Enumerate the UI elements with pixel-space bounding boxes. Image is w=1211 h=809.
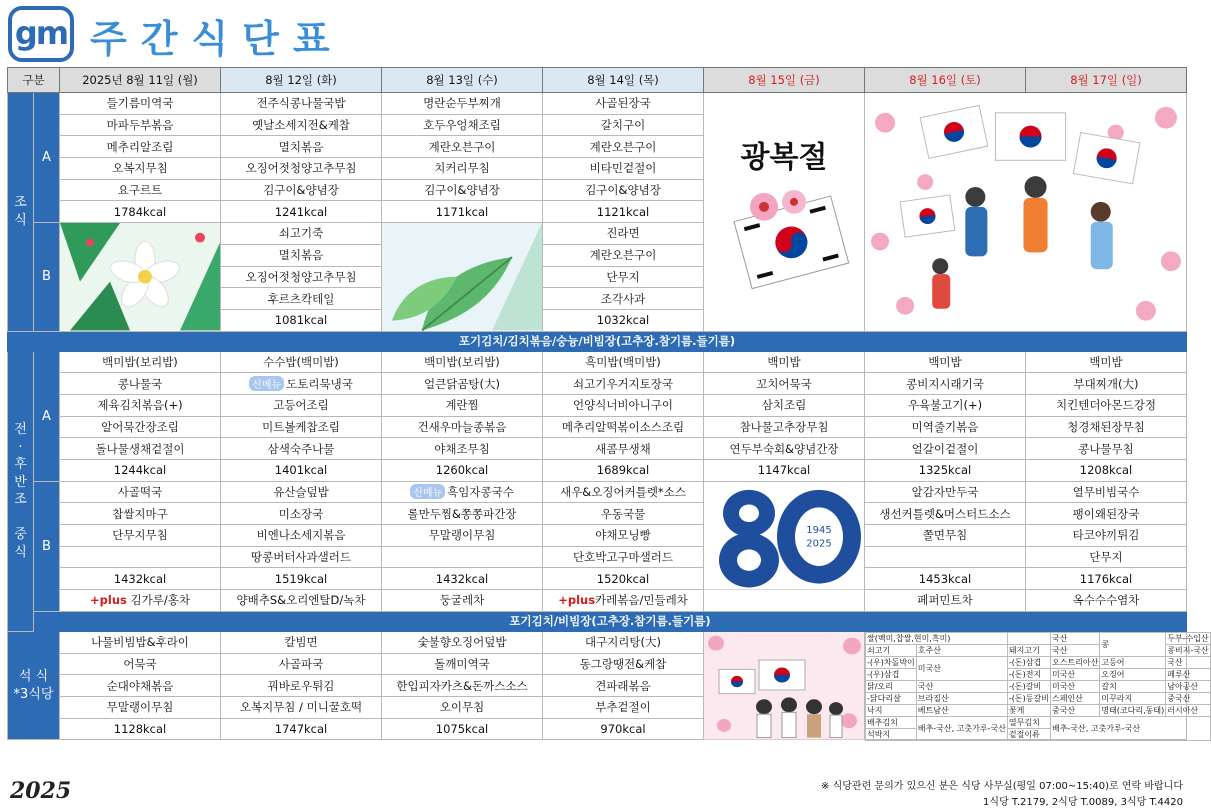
menu-cell: 미트볼케찹조림 — [221, 416, 382, 438]
origin-cell: 겉절이류 — [1007, 728, 1050, 740]
origin-cell: 중국산 — [1166, 692, 1211, 704]
side-dish-band — [8, 331, 1187, 351]
origin-cell: 러시아산 — [1166, 704, 1211, 716]
menu-cell: 알어묵간장조림 — [60, 416, 221, 438]
extra-cell: 옥수수수염차 — [1026, 590, 1187, 612]
menu-cell: 호두우엉채조림 — [382, 114, 543, 136]
day-header-holiday: 8월 16일 (토) — [865, 68, 1026, 93]
day-header-holiday: 8월 17일 (일) — [1026, 68, 1187, 93]
section-label-lunch: 전 · 후 반 조 중 식 — [8, 351, 34, 631]
sub-label-a: A — [34, 351, 60, 481]
menu-cell: 우동국물 — [543, 503, 704, 525]
anniversary-80-art — [704, 482, 864, 589]
menu-cell: 유산슬덮밥 — [221, 481, 382, 503]
kcal-cell: 1075kcal — [382, 718, 543, 740]
origin-cell: -(우)차돌박이 — [867, 657, 915, 667]
kcal-cell: 1244kcal — [60, 460, 221, 482]
origin-cell: 배추-국산, 고춧가루-국산 — [916, 716, 1007, 740]
menu-cell: 오복지무침 / 미니꿀호떡 — [221, 696, 382, 718]
weekly-menu-table — [7, 67, 1209, 740]
origin-row — [866, 704, 1211, 716]
menu-cell: 들기름미역국 — [60, 93, 221, 115]
year-2025: 2025 — [806, 538, 832, 550]
menu-cell — [865, 546, 1026, 568]
origin-cell: 베트남산 — [916, 704, 1007, 716]
origin-cell: 브라질산 — [916, 692, 1007, 704]
menu-cell: 제육김치볶음(+) — [60, 394, 221, 416]
extra-cell: 둥굴레차 — [382, 590, 543, 612]
page-header — [0, 0, 1189, 66]
menu-item-text: 흑임자콩국수 — [447, 485, 514, 500]
day-header-holiday: 8월 15일 (금) — [704, 68, 865, 93]
kcal-cell: 1128kcal — [60, 718, 221, 740]
origin-cell: 호주산 — [916, 644, 1007, 656]
table-row — [8, 525, 1187, 547]
table-row — [8, 416, 1187, 438]
table-row — [8, 438, 1187, 460]
menu-cell: 계란오븐구이 — [382, 136, 543, 158]
gm-logo: gm — [8, 6, 74, 62]
liberation-day-text: 광복절 — [740, 140, 828, 176]
origin-cell: 돼지고기 — [1007, 644, 1050, 656]
origin-cell: 국산 — [1050, 632, 1099, 644]
origin-cell: 중국산 — [1050, 704, 1099, 716]
menu-cell: 백미밥(보리밥) — [60, 351, 221, 373]
origin-cell: 명태(코다리,동태) — [1101, 705, 1165, 715]
kcal-cell: 1520kcal — [543, 568, 704, 590]
menu-cell — [221, 373, 382, 395]
kcal-cell: 1176kcal — [1026, 568, 1187, 590]
menu-cell: 사골떡국 — [60, 481, 221, 503]
menu-cell: 타코야끼튀김 — [1026, 525, 1187, 547]
extra-cell: 양배추S&오리엔탈D/녹차 — [221, 590, 382, 612]
origin-cell: -(돈)삼겹 — [1007, 656, 1050, 668]
menu-cell: 전주식콩나물국밥 — [221, 93, 382, 115]
table-row — [8, 546, 1187, 568]
menu-cell: 어묵국 — [60, 653, 221, 675]
menu-cell: 견파래볶음 — [543, 675, 704, 697]
origin-row — [866, 716, 1211, 728]
menu-cell: 야채모닝빵 — [543, 525, 704, 547]
kcal-cell: 1241kcal — [221, 201, 382, 223]
menu-cell: 사골된장국 — [543, 93, 704, 115]
menu-cell: 치킨텐더아몬드강정 — [1026, 394, 1187, 416]
lunch-common-side: 포기김치/비빔장(고추장.참기름.들기름) — [34, 611, 1187, 631]
origin-cell: 오스트리아산 — [1051, 657, 1099, 667]
menu-cell: 비타민겉절이 — [543, 158, 704, 180]
menu-cell: 미역줄기볶음 — [865, 416, 1026, 438]
menu-cell: 계란오븐구이 — [543, 244, 704, 266]
origin-cell: 꽃게 — [1007, 704, 1050, 716]
menu-cell: 조각사과 — [543, 288, 704, 310]
menu-cell: 참나물고추장무침 — [704, 416, 865, 438]
sub-label-b: B — [34, 223, 60, 331]
menu-cell: 한입피자카츠&돈까스소스 — [382, 675, 543, 697]
menu-cell: 쇠고기우거지토장국 — [543, 373, 704, 395]
year-signature: 2025 — [10, 778, 72, 804]
menu-cell: 김구이&양념장 — [382, 179, 543, 201]
origin-cell: 미국산 — [1050, 680, 1099, 692]
menu-cell: 콩나물무침 — [1026, 438, 1187, 460]
menu-cell: 마파두부볶음 — [60, 114, 221, 136]
menu-cell: 멸치볶음 — [221, 244, 382, 266]
menu-cell: 메추리알떡볶이소스조림 — [543, 416, 704, 438]
footer-note: ※ 식당관련 문의가 있으신 분은 식당 사무실(평일 07:00~15:40)로 연락 바랍니다 — [821, 781, 1183, 792]
origin-cell: 미꾸라지 — [1100, 692, 1166, 704]
table-row — [8, 394, 1187, 416]
menu-cell: 오징어젓청양고추무침 — [221, 266, 382, 288]
origin-cell: -닭다리살 — [866, 692, 917, 704]
header-row — [8, 68, 1187, 93]
menu-cell — [382, 481, 543, 503]
origin-cell: 갈치 — [1100, 680, 1166, 692]
menu-cell: 고등어조림 — [221, 394, 382, 416]
table-row — [8, 351, 1187, 373]
origin-cell: 미국산 — [916, 656, 1007, 680]
menu-cell: 순대야채볶음 — [60, 675, 221, 697]
menu-cell: 오이무침 — [382, 696, 543, 718]
menu-cell: 팽이왜된장국 — [1026, 503, 1187, 525]
leaf-illustration — [382, 223, 543, 331]
extra-cell-empty — [704, 590, 865, 612]
menu-cell: 열무비빔국수 — [1026, 481, 1187, 503]
menu-cell: 건새우마늘종볶음 — [382, 416, 543, 438]
breakfast-common-side: 포기김치/김치볶음/숭늉/비빔장(고추장.참기름.들기름) — [8, 331, 1187, 351]
menu-cell: 콩비지시래기국 — [865, 373, 1026, 395]
kcal-cell: 1453kcal — [865, 568, 1026, 590]
section-label-dinner: 석 식 *3식당 — [8, 631, 60, 739]
menu-cell: 단무지무침 — [60, 525, 221, 547]
menu-cell: 얼큰닭곰탕(大) — [382, 373, 543, 395]
menu-cell: 멸치볶음 — [221, 136, 382, 158]
origin-cell: 쇠고기 — [866, 644, 917, 656]
origin-cell: 닭/오리 — [866, 680, 917, 692]
kcal-cell: 1032kcal — [543, 309, 704, 331]
menu-cell: 단무지 — [543, 266, 704, 288]
origin-cell: -(돈)전지 — [1007, 668, 1050, 680]
day-header: 8월 14일 (목) — [543, 68, 704, 93]
menu-cell: 콩나물국 — [60, 373, 221, 395]
menu-cell: 계란오븐구이 — [543, 136, 704, 158]
menu-cell: 쫄면무침 — [865, 525, 1026, 547]
menu-cell: 단무지 — [1026, 546, 1187, 568]
menu-cell: 흑미밥(백미밥) — [543, 351, 704, 373]
origin-info-table — [865, 632, 1211, 741]
flag-celebration-art — [865, 93, 1186, 331]
origin-cell: 오징어 — [1100, 668, 1166, 680]
kcal-cell: 1081kcal — [221, 309, 382, 331]
day-header: 8월 12일 (화) — [221, 68, 382, 93]
origin-cell: 미국산 — [1050, 668, 1099, 680]
sub-label-b: B — [34, 481, 60, 611]
origin-cell: 스페인산 — [1050, 692, 1099, 704]
sub-label-a: A — [34, 93, 60, 223]
category-header: 구분 — [8, 68, 60, 93]
flag-celebration-illustration — [865, 93, 1187, 332]
menu-cell: 백미밥 — [704, 351, 865, 373]
leaf-art — [382, 223, 542, 330]
origin-info-box — [865, 631, 1209, 739]
table-row — [8, 631, 1187, 653]
menu-cell: 연두부숙회&양념간장 — [704, 438, 865, 460]
menu-cell: 알감자만두국 — [865, 481, 1026, 503]
menu-cell: 옛날소세지전&케찹 — [221, 114, 382, 136]
menu-cell: 무말랭이무침 — [382, 525, 543, 547]
table-row — [8, 503, 1187, 525]
menu-cell: 칼빔면 — [221, 631, 382, 653]
menu-cell: 야채조무침 — [382, 438, 543, 460]
new-menu-badge: 신메뉴 — [249, 376, 284, 391]
origin-cell: 석박지 — [866, 728, 917, 740]
flower-art — [60, 223, 220, 330]
table-row — [8, 481, 1187, 503]
kcal-row — [8, 460, 1187, 482]
origin-cell: 두부-수입산 — [1167, 633, 1209, 643]
menu-cell: 꿔바로우튀김 — [221, 675, 382, 697]
menu-cell: 롤만두찜&쫑쫑파간장 — [382, 503, 543, 525]
menu-cell: 오징어젓청양고추무침 — [221, 158, 382, 180]
kcal-cell: 1519kcal — [221, 568, 382, 590]
menu-cell — [382, 546, 543, 568]
kcal-cell: 1208kcal — [1026, 460, 1187, 482]
kcal-cell: 1401kcal — [221, 460, 382, 482]
origin-cell: 국산 — [1050, 644, 1099, 656]
menu-cell: 미소장국 — [221, 503, 382, 525]
origin-cell: 국산 — [916, 680, 1007, 692]
menu-cell: 단호박고구마샐러드 — [543, 546, 704, 568]
menu-cell: 갈치구이 — [543, 114, 704, 136]
menu-cell: 부대찌개(大) — [1026, 373, 1187, 395]
origin-cell: 콩 — [1100, 632, 1166, 656]
origin-row — [866, 692, 1211, 704]
menu-cell: 동그랑땡전&케찹 — [543, 653, 704, 675]
origin-cell: 열무김치 — [1007, 716, 1050, 728]
footer-phones: 1식당 T.2179, 2식당 T.0089, 3식당 T.4420 — [983, 797, 1183, 808]
menu-cell: 김구이&양념장 — [221, 179, 382, 201]
menu-cell — [60, 546, 221, 568]
anniversary-80-illustration — [704, 481, 865, 589]
menu-cell: 명란순두부찌개 — [382, 93, 543, 115]
extra-text: 카레볶음/민들레차 — [595, 593, 688, 608]
origin-row — [866, 656, 1211, 668]
menu-cell: 진라면 — [543, 223, 704, 245]
menu-cell: 얼갈이겉절이 — [865, 438, 1026, 460]
extra-row — [8, 590, 1187, 612]
menu-cell: 부추겉절이 — [543, 696, 704, 718]
day-header: 8월 13일 (수) — [382, 68, 543, 93]
kcal-cell: 1784kcal — [60, 201, 221, 223]
origin-cell: 낙지 — [866, 704, 917, 716]
kcal-cell: 1747kcal — [221, 718, 382, 740]
table-row — [8, 373, 1187, 395]
origin-cell: -(우)삼겹 — [866, 668, 917, 680]
independence-illustration — [704, 631, 865, 739]
menu-cell: 숯불향오징어덮밥 — [382, 631, 543, 653]
kcal-cell: 970kcal — [543, 718, 704, 740]
kcal-cell: 1432kcal — [382, 568, 543, 590]
menu-cell: 김구이&양념장 — [543, 179, 704, 201]
day-header: 2025년 8월 11일 (월) — [60, 68, 221, 93]
liberation-day-art — [704, 93, 864, 331]
section-label-breakfast: 조 식 — [8, 93, 34, 332]
menu-cell: 백미밥(보리밥) — [382, 351, 543, 373]
flower-illustration — [60, 223, 221, 331]
origin-cell: 배추-국산, 고춧가루-국산 — [1050, 716, 1210, 740]
menu-cell: 백미밥 — [865, 351, 1026, 373]
liberation-day-illustration — [704, 93, 865, 332]
origin-cell: -(돈)등갈비 — [1008, 693, 1049, 703]
menu-cell: 대구지리탕(大) — [543, 631, 704, 653]
kcal-cell: 1689kcal — [543, 460, 704, 482]
menu-cell: 새우&오징어커틀렛*소스 — [543, 481, 704, 503]
extra-cell: 페퍼민트차 — [865, 590, 1026, 612]
menu-cell: 나물비빔밥&후라이 — [60, 631, 221, 653]
menu-cell: 돌깨미역국 — [382, 653, 543, 675]
menu-cell: 찹쌀지마구 — [60, 503, 221, 525]
plus-badge: +plus — [90, 593, 127, 608]
menu-cell: 생선커틀렛&머스터드소스 — [865, 503, 1026, 525]
menu-cell: 우육불고기(+) — [865, 394, 1026, 416]
extra-cell — [543, 590, 704, 612]
kcal-cell: 1432kcal — [60, 568, 221, 590]
menu-cell: 비엔나소세지볶음 — [221, 525, 382, 547]
side-dish-band — [8, 611, 1187, 631]
origin-cell — [1007, 632, 1050, 644]
menu-cell: 무말랭이무침 — [60, 696, 221, 718]
extra-text: 김가루/홍차 — [130, 593, 190, 608]
kcal-cell: 1325kcal — [865, 460, 1026, 482]
origin-row — [866, 632, 1211, 644]
menu-cell: 새콤무생채 — [543, 438, 704, 460]
menu-cell: 땅콩버터사과샐러드 — [221, 546, 382, 568]
menu-cell: 언양식너비아니구이 — [543, 394, 704, 416]
kcal-row — [8, 568, 1187, 590]
kcal-cell: 1121kcal — [543, 201, 704, 223]
menu-cell: 후르츠칵테일 — [221, 288, 382, 310]
menu-cell: 계란찜 — [382, 394, 543, 416]
plus-badge: +plus — [558, 593, 596, 608]
menu-cell: 오복지무침 — [60, 158, 221, 180]
menu-cell: 사골파국 — [221, 653, 382, 675]
menu-cell: 삼색숙주나물 — [221, 438, 382, 460]
origin-cell: 콩비지-국산 — [1167, 645, 1209, 655]
page-title: 주간식단표 — [90, 17, 344, 61]
origin-cell: 고등어 — [1100, 656, 1166, 668]
origin-cell: 남아공산 — [1166, 680, 1211, 692]
origin-cell: 국산 — [1166, 656, 1211, 668]
kcal-cell: 1260kcal — [382, 460, 543, 482]
kcal-cell: 1171kcal — [382, 201, 543, 223]
menu-cell: 삼치조림 — [704, 394, 865, 416]
menu-cell: 백미밥 — [1026, 351, 1187, 373]
menu-cell: 꼬치어묵국 — [704, 373, 865, 395]
origin-cell: 배추김치 — [866, 716, 917, 728]
menu-cell: 치커리무침 — [382, 158, 543, 180]
menu-cell: 요구르트 — [60, 179, 221, 201]
menu-cell: 메추리알조림 — [60, 136, 221, 158]
origin-cell: -(돈)갈비 — [1007, 680, 1050, 692]
kcal-cell: 1147kcal — [704, 460, 865, 482]
origin-cell: 쌀(백미,찹쌀,현미,흑미) — [866, 632, 1008, 644]
menu-cell: 수수밥(백미밥) — [221, 351, 382, 373]
year-1945: 1945 — [806, 524, 832, 536]
origin-cell: 페루산 — [1166, 668, 1211, 680]
menu-item-text: 도토리묵냉국 — [286, 376, 353, 391]
menu-cell: 돌나물생채겉절이 — [60, 438, 221, 460]
independence-art — [704, 632, 864, 739]
menu-cell: 청경채된장무침 — [1026, 416, 1187, 438]
extra-cell — [60, 590, 221, 612]
origin-row — [866, 680, 1211, 692]
new-menu-badge: 신메뉴 — [410, 484, 445, 499]
menu-cell: 쇠고기죽 — [221, 223, 382, 245]
table-row — [8, 93, 1187, 115]
